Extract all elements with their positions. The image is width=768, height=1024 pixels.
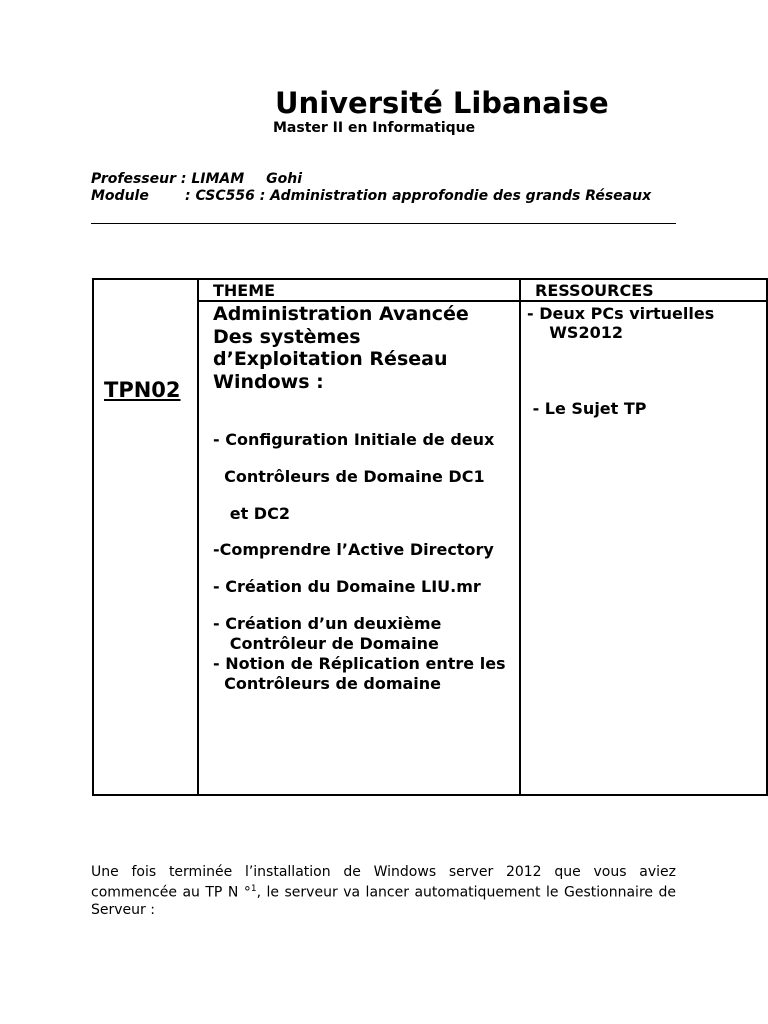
theme-item: -Comprendre l’Active Directory	[213, 540, 494, 559]
table-divider-theme	[519, 278, 521, 796]
tp-code: TPN02	[104, 378, 181, 402]
resource-item: - Deux PCs virtuelles WS2012	[527, 304, 715, 342]
table-border-bottom	[92, 794, 768, 796]
theme-title: Administration Avancée Des systèmes d’Exploitation Réseau Windows :	[213, 303, 469, 393]
professor-name: Gohi	[266, 171, 303, 187]
theme-item: - Création du Domaine LIU.mr	[213, 577, 481, 596]
theme-item: - Création d’un deuxième Contrôleur de Domaine - Notion de Réplication entre les Contrôleurs de domaine	[213, 614, 506, 693]
table-border-left	[92, 278, 94, 796]
university-title: Université Libanaise	[275, 86, 609, 120]
header-divider	[91, 223, 676, 224]
theme-header: THEME	[213, 281, 276, 300]
intro-paragraph	[91, 864, 676, 919]
theme-item: - Configuration Initiale de deux	[213, 430, 495, 449]
module-value: : CSC556 : Administration approfondie des grands Réseaux	[185, 188, 652, 204]
resource-item: - Le Sujet TP	[527, 399, 647, 418]
module-line	[91, 188, 681, 204]
program-subtitle: Master II en Informatique	[273, 120, 476, 136]
resources-header: RESSOURCES	[535, 281, 654, 300]
professor-label: Professeur : LIMAM	[91, 171, 245, 187]
footnote-ref: 1	[250, 884, 257, 894]
paragraph-text-end: , le serveur va lancer automatiquement le Gestionnaire de Serveur :	[91, 884, 676, 918]
table-header-rule	[197, 300, 768, 302]
theme-item: et DC2	[213, 504, 290, 523]
paragraph-text: Une fois terminée l’installation de Windows server 2012 que vous aviez commencée au TP N °	[91, 864, 676, 901]
module-label: Module	[91, 188, 149, 204]
theme-list	[213, 430, 518, 694]
professor-line	[91, 171, 681, 187]
table-divider-code	[197, 278, 199, 796]
resources-list	[527, 304, 767, 418]
table-border-top	[92, 278, 768, 280]
theme-item: Contrôleurs de Domaine DC1	[213, 467, 485, 486]
